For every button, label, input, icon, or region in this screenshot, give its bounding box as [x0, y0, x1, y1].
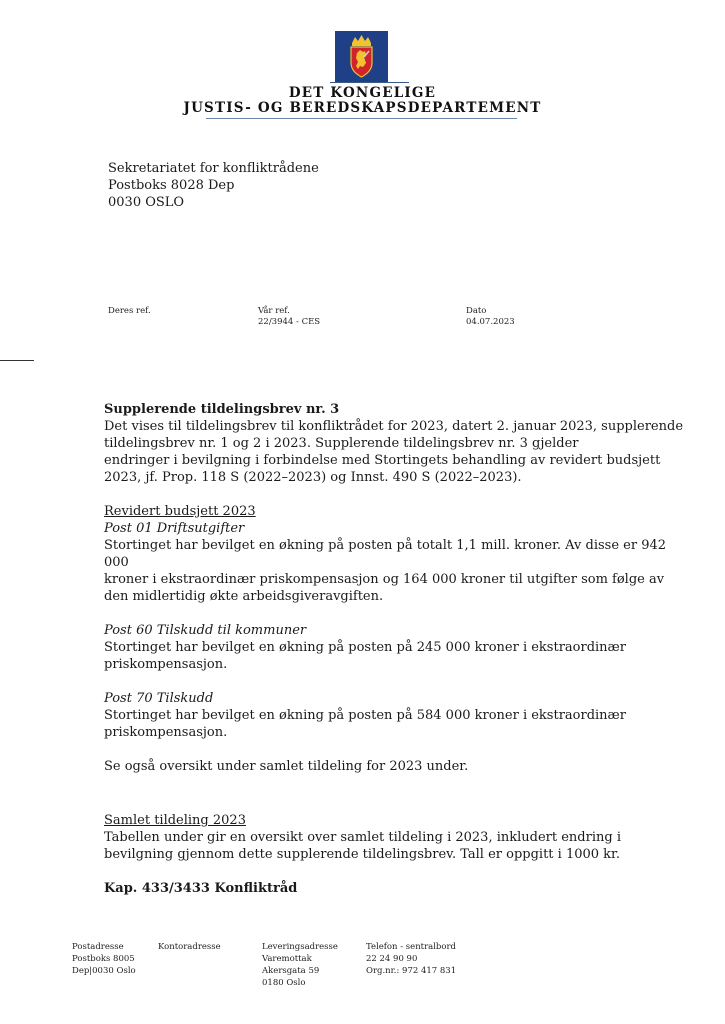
intro-line: 2023, jf. Prop. 118 S (2022–2023) og Innst. 490 S (2022–2023).: [104, 470, 522, 485]
var-ref-label: Vår ref.: [258, 306, 290, 316]
footer-value: Varemottak: [262, 954, 312, 964]
recipient-name: Sekretariatet for konfliktrådene: [108, 161, 319, 176]
post01-line: kroner i ekstraordinær priskompensasjon og 164 000 kroner til utgifter som følge av: [104, 572, 665, 587]
footer-label: Leveringsadresse: [262, 942, 338, 952]
post01-line: den midlertidig økte arbeidsgiveravgiften.: [104, 589, 384, 604]
footer-label: Telefon - sentralbord: [366, 942, 456, 952]
see-also-text: Se også oversikt under samlet tildeling for 2023 under.: [104, 759, 469, 774]
date-value: 04.07.2023: [466, 317, 515, 327]
recipient-city: 0030 OSLO: [108, 195, 185, 210]
footer-label: Postadresse: [72, 942, 124, 952]
intro-line: Det vises til tildelingsbrev til konfliktrådet for 2023, datert 2. januar 2023, supplerende: [104, 419, 684, 434]
footer-value: Org.nr.: 972 417 831: [366, 966, 457, 976]
section-revidert-budsjett: Revidert budsjett 2023: [104, 504, 256, 519]
section2-line: bevilgning gjennom dette supplerende tildelingsbrev. Tall er oppgitt i 1000 kr.: [104, 847, 620, 862]
footer-value: Postboks 8005: [72, 954, 135, 964]
date-label: Dato: [466, 306, 487, 316]
ministry-title-line1: DET KONGELIGE: [288, 85, 437, 101]
var-ref-value: 22/3944 - CES: [258, 317, 321, 327]
post70-line: priskompensasjon.: [104, 725, 228, 740]
post60-title: Post 60 Tilskudd til kommuner: [104, 623, 307, 638]
post70-line: Stortinget har bevilget en økning på posten på 584 000 kroner i ekstraordinær: [104, 708, 626, 723]
letter-body: [104, 401, 684, 775]
ministry-title-line2: JUSTIS- OG BEREDSKAPSDEPARTEMENT: [183, 100, 542, 116]
footer-kontoradresse: [158, 941, 221, 953]
header-rule-bottom: [206, 118, 517, 119]
footer-value: Akersgata 59: [262, 966, 320, 976]
post01-title: Post 01 Driftsutgifter: [104, 521, 245, 536]
footer-label: Kontoradresse: [158, 942, 221, 952]
footer-telefon: [366, 941, 456, 977]
post01-line: Stortinget har bevilget en økning på posten på totalt 1,1 mill. kroner. Av disse er 942 000: [104, 538, 667, 570]
post60-line: priskompensasjon.: [104, 657, 228, 672]
footer-value: Dep|0030 Oslo: [72, 966, 136, 976]
section-samlet-tildeling: Samlet tildeling 2023: [104, 813, 246, 828]
letter-body-part2: [104, 812, 684, 897]
kap-heading: Kap. 433/3433 Konfliktråd: [104, 881, 298, 896]
header-rule-top: [330, 82, 409, 83]
footer-value: 0180 Oslo: [262, 978, 306, 988]
footer-leveringsadresse: [262, 941, 338, 989]
intro-line: tildelingsbrev nr. 1 og 2 i 2023. Supplerende tildelingsbrev nr. 3 gjelder: [104, 436, 579, 451]
footer-value: 22 24 90 90: [366, 954, 418, 964]
letter-heading: Supplerende tildelingsbrev nr. 3: [104, 402, 340, 417]
intro-line: endringer i bevilgning i forbindelse med Stortingets behandling av revidert budsjett: [104, 453, 661, 468]
deres-ref-label: Deres ref.: [108, 306, 151, 316]
section2-line: Tabellen under gir en oversikt over samlet tildeling i 2023, inkludert endring i: [104, 830, 621, 845]
post70-title: Post 70 Tilskudd: [104, 691, 214, 706]
post60-line: Stortinget har bevilget en økning på posten på 245 000 kroner i ekstraordinær: [104, 640, 626, 655]
fold-mark: [0, 360, 34, 361]
footer-postadresse: [72, 941, 136, 977]
recipient-postbox: Postboks 8028 Dep: [108, 178, 235, 193]
coat-of-arms-logo: [335, 31, 388, 83]
